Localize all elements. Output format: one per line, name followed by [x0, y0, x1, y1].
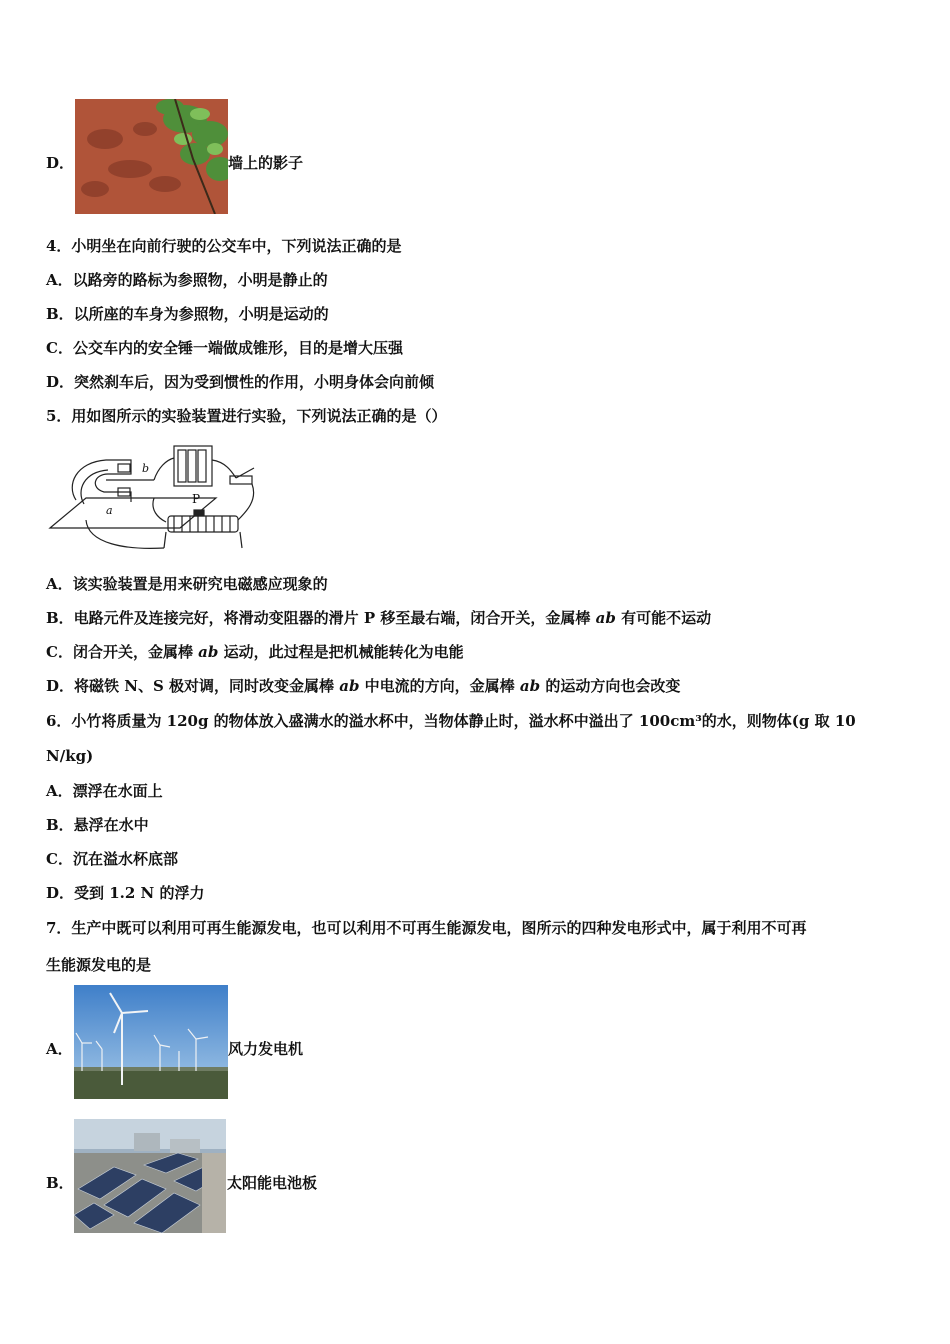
q4-option-c: C．公交车内的安全锤一端做成锥形，目的是增大压强: [46, 339, 403, 357]
wall-shadow-image: [75, 99, 228, 214]
q7-stem-line2: 生能源发电的是: [46, 956, 152, 974]
q4-option-b: B．以所座的车身为参照物，小明是运动的: [46, 305, 329, 323]
q6-stem-line2: N/kg): [46, 747, 94, 765]
q7-option-a-label: A．: [46, 1040, 73, 1058]
q7-option-b-caption: 太阳能电池板: [227, 1174, 318, 1192]
figure-label-p: P: [192, 492, 201, 506]
q4-option-a: A．以路旁的路标为参照物，小明是静止的: [46, 271, 328, 289]
figure-label-b: b: [142, 462, 150, 475]
figure-label-a: a: [106, 504, 113, 517]
q4-option-d: D．突然刹车后，因为受到惯性的作用，小明身体会向前倾: [46, 373, 435, 391]
q5-option-c: C．闭合开关，金属棒 ab 运动，此过程是把机械能转化为电能: [46, 643, 464, 661]
q6-option-d: D．受到 1.2 N 的浮力: [46, 884, 205, 902]
q6-option-b: B．悬浮在水中: [46, 816, 149, 834]
q6-stem-line1: 6．小竹将质量为 120g 的物体放入盛满水的溢水杯中，当物体静止时，溢水杯中溢出了 100cm³的水，则物体(g 取 10: [46, 712, 856, 730]
q7-stem-line1: 7．生产中既可以利用可再生能源发电，也可以利用不可再生能源发电，图所示的四种发电形式中，属于利用不可再: [46, 919, 807, 937]
q7-option-b-label: B．: [46, 1174, 74, 1192]
q5-option-a: A．该实验装置是用来研究电磁感应现象的: [46, 575, 328, 593]
q5-option-b: B．电路元件及连接完好，将滑动变阻器的滑片 P 移至最右端，闭合开关，金属棒 ab 有可能不运动: [46, 609, 712, 627]
q3-option-d-caption: 墙上的影子: [228, 154, 304, 172]
circuit-diagram: [46, 440, 266, 558]
q6-option-a: A．漂浮在水面上: [46, 782, 163, 800]
q4-stem: 4．小明坐在向前行驶的公交车中，下列说法正确的是: [46, 237, 402, 255]
solar-panel-image: [74, 1119, 226, 1233]
q7-option-a-caption: 风力发电机: [228, 1040, 304, 1058]
q3-option-d-label: D．: [46, 154, 75, 172]
wind-turbine-image: [74, 985, 228, 1099]
q6-option-c: C．沉在溢水杯底部: [46, 850, 178, 868]
q5-stem: 5．用如图所示的实验装置进行实验，下列说法正确的是（）: [46, 407, 447, 425]
q5-option-d: D．将磁铁 N、S 极对调，同时改变金属棒 ab 中电流的方向，金属棒 ab 的运动方向也会改变: [46, 677, 681, 695]
